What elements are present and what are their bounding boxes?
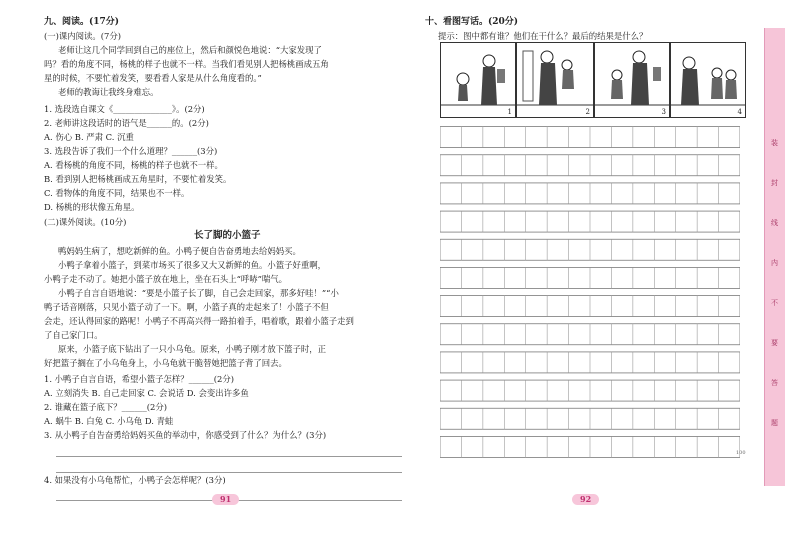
comic-panel-3 <box>594 42 670 118</box>
question: 3. 选段告诉了我们一个什么道理？______(3分) <box>44 146 218 156</box>
story-line: 了自己家门口。 <box>44 330 103 340</box>
question: 2. 谁藏在篮子底下？______(2分) <box>44 402 168 412</box>
binding-margin <box>764 28 785 486</box>
comic-drawing-4-icon <box>671 43 745 117</box>
comic-panel-2 <box>516 42 594 118</box>
side-char: 题 <box>771 419 778 427</box>
answer-line[interactable] <box>56 456 402 457</box>
grid-count: 100 <box>736 450 746 456</box>
passage-line: 星的时候，不要忙着发笑，要看看人家是从什么角度看的。” <box>44 73 262 83</box>
story-line: 原来，小篮子底下钻出了一只小乌龟。原来，小鸭子刚才放下篮子时，正 <box>58 344 326 354</box>
options: A. 伤心 B. 严肃 C. 沉重 <box>44 132 134 142</box>
answer-line[interactable] <box>56 472 402 473</box>
section-title-writing: 十、看图写话。(20分) <box>425 17 519 27</box>
question: 2. 老师讲这段话时的语气是______的。(2分) <box>44 118 209 128</box>
story-line: 小鸭子拿着小篮子，到菜市场买了很多又大又新鲜的鱼。小篮子好重啊， <box>58 260 326 270</box>
side-char: 装 <box>771 139 778 147</box>
part2-title: (二)课外阅读。(10分) <box>44 217 127 227</box>
side-char: 内 <box>771 259 778 267</box>
story-line: 会走，还认得回家的路呢！小鸭子不再高兴得一路拍着手，唱着歌，跟着小篮子走到 <box>44 316 354 326</box>
side-char: 不 <box>771 299 778 307</box>
question: 3. 从小鸭子自告奋勇给妈妈买鱼的举动中，你感受到了什么？为什么？(3分) <box>44 430 327 440</box>
story-line: 鸭子话音刚落，只见小篮子动了一下。啊，小篮子真的走起来了！小篮子不但 <box>44 302 329 312</box>
panel-number: 4 <box>737 108 742 116</box>
options: A. 蜗牛 B. 白兔 C. 小乌龟 D. 青蛙 <box>44 416 174 426</box>
comic-panel-1 <box>440 42 516 118</box>
comic-drawing-2-icon <box>517 43 593 117</box>
comic-panel-4 <box>670 42 746 118</box>
side-char: 封 <box>771 179 778 187</box>
passage-line: 老师让这几个同学回到自己的座位上，然后和颜悦色地说：“大家发现了 <box>58 45 322 55</box>
side-char: 线 <box>771 219 778 227</box>
story-line: 小鸭子走不动了。她把小篮子放在地上，坐在石头上“呼哧”喘气。 <box>44 274 288 284</box>
panel-number: 1 <box>507 108 512 116</box>
panel-number: 2 <box>585 108 590 116</box>
option: C. 看物体的角度不同，结果也不一样。 <box>44 188 190 198</box>
page-number-left: 91 <box>212 494 239 505</box>
question: 1. 选段选自课文《______________》。(2分) <box>44 104 205 114</box>
story-line: 好把篮子搁在了小乌龟身上，小乌龟就干脆替她把篮子背了回去。 <box>44 358 287 368</box>
options: A. 立刻消失 B. 自己走回家 C. 会说话 D. 会变出许多鱼 <box>44 388 249 398</box>
side-char: 答 <box>771 379 778 387</box>
story-title: 长了脚的小篮子 <box>194 230 261 241</box>
question: 1. 小鸭子自言自语，希望小篮子怎样？______(2分) <box>44 374 235 384</box>
page-number-right: 92 <box>572 494 599 505</box>
option: D. 杨桃的形状像五角星。 <box>44 202 140 212</box>
section-title-reading: 九、阅读。(17分) <box>44 17 120 27</box>
comic-drawing-3-icon <box>595 43 669 117</box>
writing-grid[interactable] <box>440 123 740 461</box>
passage-line: 吗？看的角度不同，杨桃的样子也就不一样。当我们看见别人把杨桃画成五角 <box>44 59 329 69</box>
writing-hint: 提示：图中都有谁？他们在干什么？最后的结果是什么？ <box>438 31 648 41</box>
side-char: 要 <box>771 339 778 347</box>
comic-drawing-1-icon <box>441 43 515 117</box>
panel-number: 3 <box>661 108 666 116</box>
option: A. 看杨桃的角度不同，杨桃的样子也就不一样。 <box>44 160 223 170</box>
passage-line: 老师的教诲让我终身难忘。 <box>58 87 159 97</box>
question: 4. 如果没有小乌龟帮忙，小鸭子会怎样呢？(3分) <box>44 475 226 485</box>
option: B. 看到别人把杨桃画成五角星时，不要忙着发笑。 <box>44 174 232 184</box>
part1-title: (一)课内阅读。(7分) <box>44 31 122 41</box>
story-line: 鸭妈妈生病了，想吃新鲜的鱼。小鸭子便自告奋勇地去给妈妈买。 <box>58 246 301 256</box>
story-line: 小鸭子自言自语地说：“要是小篮子长了脚，自己会走回家，那多好哇！”“小 <box>58 288 339 298</box>
